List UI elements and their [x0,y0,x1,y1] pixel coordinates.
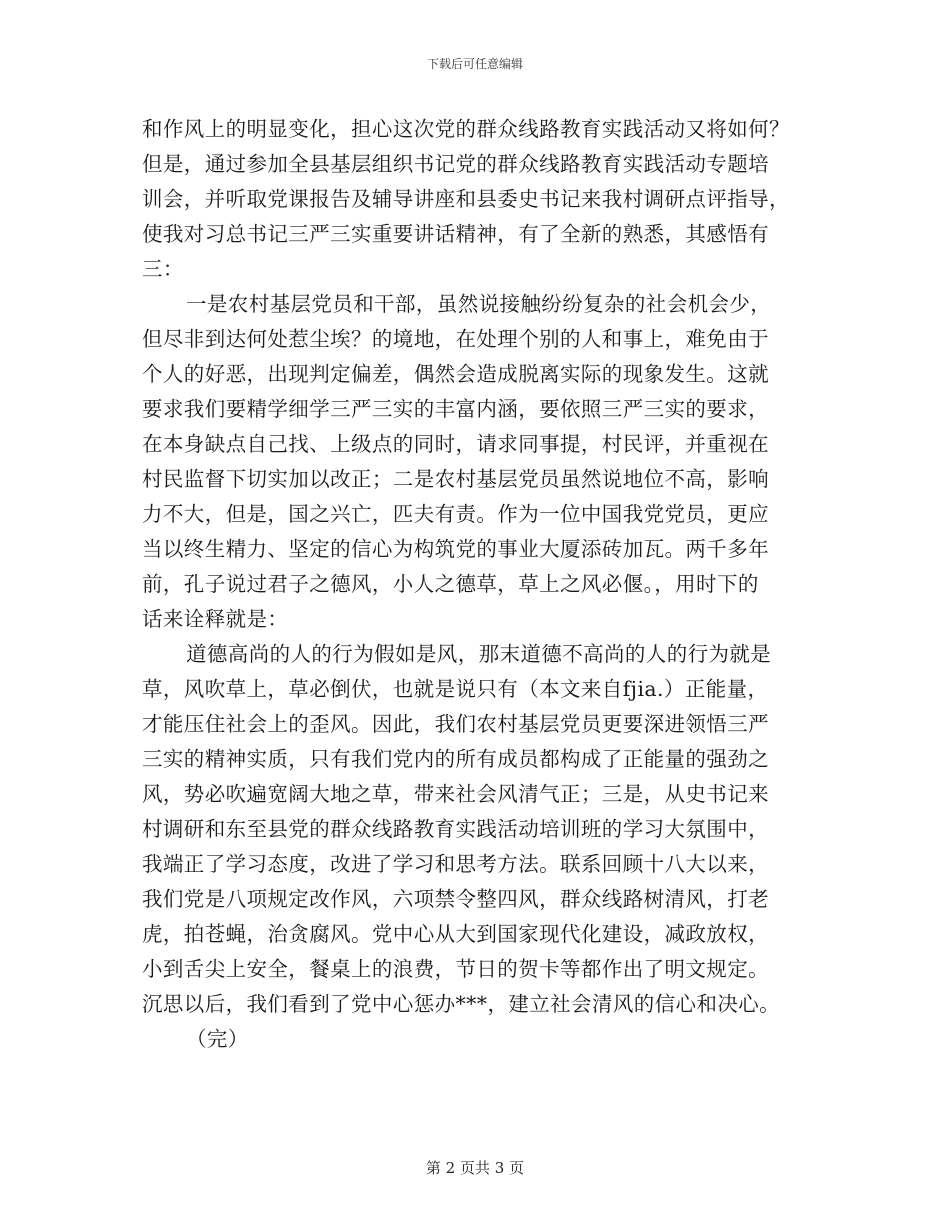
text-line: 训会，并听取党课报告及辅导讲座和县委史书记来我村调研点评指导， [142,187,790,211]
text-line: 力不大，但是，国之兴亡，匹夫有责。作为一位中国我党党员，更应 [142,502,769,526]
text-line: 沉思以后，我们看到了党中心惩办***，建立社会清风的信心和决心。 [142,992,781,1016]
text-line: 风，势必吹遍宽阔大地之草，带来社会风清气正；三是，从史书记来 [142,782,769,806]
paragraph-start-line: 道德高尚的人的行为假如是风，那末道德不高尚的人的行为就是 [186,642,772,666]
text-line: 小到舌尖上安全，餐桌上的浪费，节日的贺卡等都作出了明文规定。 [142,957,769,981]
text-line: 才能压住社会上的歪风。因此，我们农村基层党员更要深进领悟三严 [142,712,769,736]
end-mark: （完） [186,1027,249,1051]
text-line: 我端正了学习态度，改进了学习和思考方法。联系回顾十八大以来， [142,852,769,876]
text-line: 村民监督下切实加以改正；二是农村基层党员虽然说地位不高，影响 [142,467,769,491]
text-line: 但尽非到达何处惹尘埃？的境地，在处理个别的人和事上，难免由于 [142,327,769,351]
text-line: 草，风吹草上，草必倒伏，也就是说只有（本文来自fjia.）正能量， [142,677,769,701]
text-line: 个人的好恶，出现判定偏差，偶然会造成脱离实际的现象发生。这就 [142,362,769,386]
text-line: 要求我们要精学细学三严三实的丰富内涵，要依照三严三实的要求， [142,397,769,421]
text-line: 村调研和东至县党的群众线路教育实践活动培训班的学习大氛围中， [142,817,769,841]
text-line: 和作风上的明显变化，担心这次党的群众线路教育实践活动又将如何？ [142,117,790,141]
text-line: 但是，通过参加全县基层组织书记党的群众线路教育实践活动专题培 [142,152,769,176]
paragraph-start-line: 一是农村基层党员和干部，虽然说接触纷纷复杂的社会机会少， [186,292,772,316]
text-line: 虎，拍苍蝇，治贪腐风。党中心从大到国家现代化建设，减政放权， [142,922,769,946]
document-body [142,112,812,1057]
text-line: 前，孔子说过君子之德风，小人之德草，草上之风必偃。，用时下的 [142,572,759,596]
text-line: 三： [142,257,184,281]
text-line: 当以终生精力、坚定的信心为构筑党的事业大厦添砖加瓦。两千多年 [142,537,769,561]
text-line: 话来诠释就是： [142,607,289,631]
text-line: 我们党是八项规定改作风，六项禁令整四风，群众线路树清风，打老 [142,887,769,911]
text-line: 在本身缺点自己找、上级点的同时，请求同事提，村民评，并重视在 [142,432,769,456]
page-header: 下载后可任意编辑 [426,57,523,71]
text-line: 三实的精神实质，只有我们党内的所有成员都构成了正能量的强劲之 [142,747,769,771]
text-line: 使我对习总书记三严三实重要讲话精神，有了全新的熟悉，其感悟有 [142,222,769,246]
page-number-footer: 第 2 页共 3 页 [425,1159,525,1177]
